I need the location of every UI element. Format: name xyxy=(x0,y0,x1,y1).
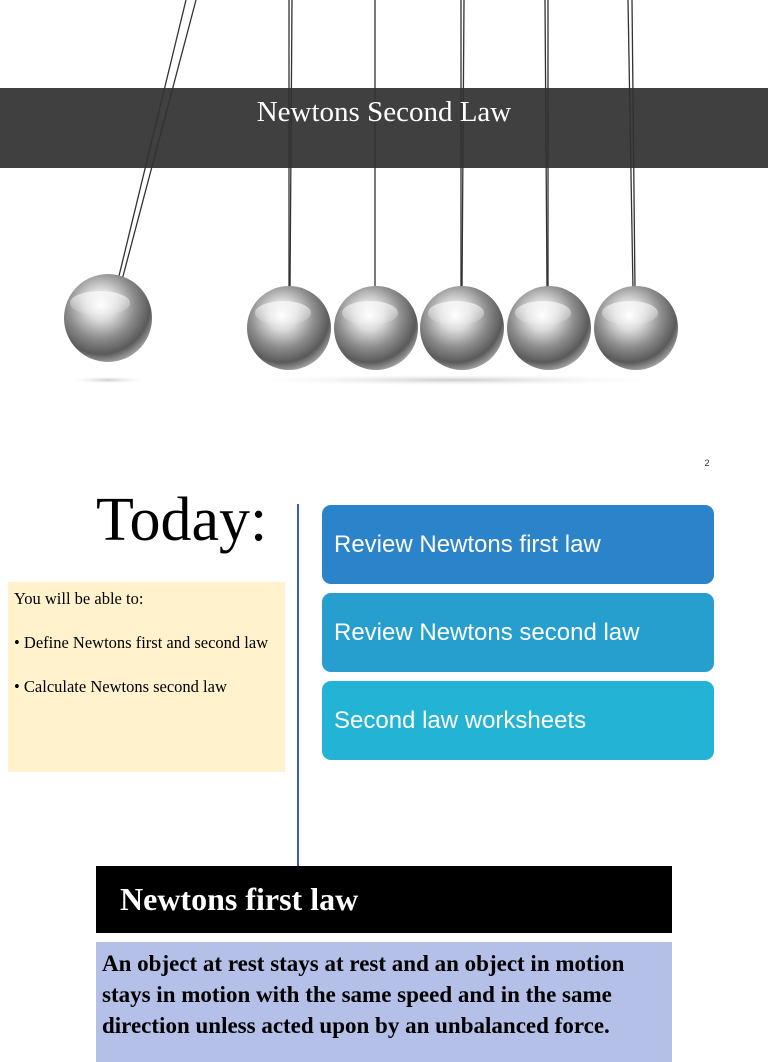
today-heading: Today: xyxy=(96,486,268,554)
agenda-item-worksheets xyxy=(322,681,714,760)
cradle-shadow xyxy=(235,374,675,386)
cradle-balls xyxy=(64,274,678,370)
slide-title xyxy=(0,0,768,400)
slide-first-law xyxy=(0,866,768,1038)
first-law-heading-text: Newtons first law xyxy=(120,881,359,917)
objective-item: • Calculate Newtons second law xyxy=(14,677,227,696)
agenda-item-label: Review Newtons second law xyxy=(334,618,640,646)
first-law-heading xyxy=(96,866,672,933)
agenda-item-review-second-law xyxy=(322,593,714,672)
objective-item: • Define Newtons first and second law xyxy=(14,633,269,652)
objectives-box xyxy=(8,582,285,772)
objectives-intro: You will be able to: xyxy=(14,589,144,608)
slide-number: 2 xyxy=(704,458,710,468)
cradle-shadow-left xyxy=(68,376,148,384)
agenda-item-review-first-law xyxy=(322,505,714,584)
slide-today xyxy=(0,450,768,860)
slide-title-text: Newtons Second Law xyxy=(256,96,512,128)
newtons-cradle-image xyxy=(0,0,768,400)
vertical-divider xyxy=(297,504,299,866)
agenda-item-label: Second law worksheets xyxy=(334,706,587,734)
first-law-definition: An object at rest stays at rest and an object in motion stays in motion with the same speed and in the same direction unless acted upon by an unbalanced force. xyxy=(96,942,672,1062)
agenda-item-label: Review Newtons first law xyxy=(334,530,601,558)
